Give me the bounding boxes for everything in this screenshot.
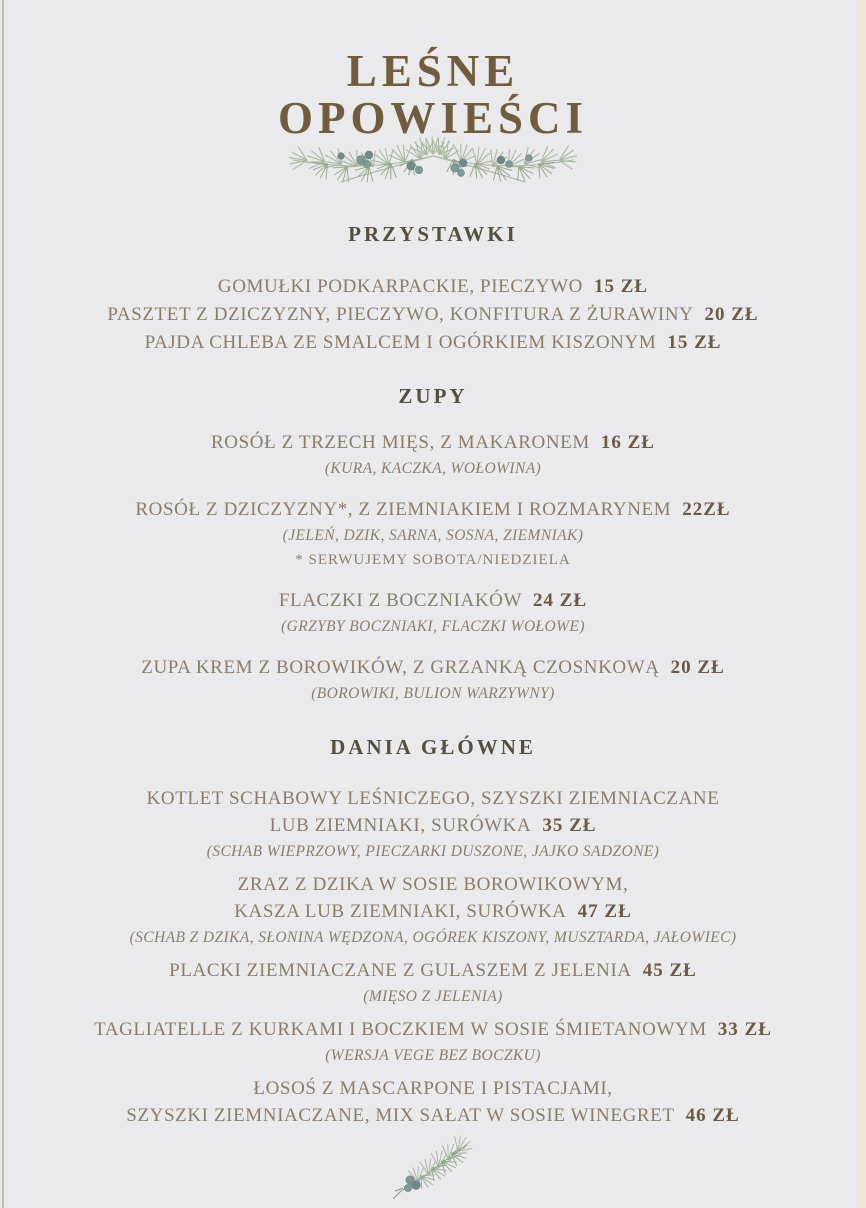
dish-price: 20 ZŁ (670, 657, 725, 678)
dish-price: 47 ZŁ (577, 901, 632, 922)
juniper-berries (338, 151, 533, 176)
dish-name: FLACZKI Z BOCZNIAKÓW (278, 590, 523, 611)
menu-item (0, 429, 866, 481)
zupy-items (0, 429, 866, 706)
page-left-edge (2, 0, 4, 1208)
dish-name: ZRAZ Z DZIKA W SOSIE BOROWIKOWYM, (237, 874, 629, 895)
dish-name-line2: LUB ZIEMNIAKI, SURÓWKA (269, 815, 532, 836)
dish-ingredients: (MIĘSO Z JELENIA) (363, 988, 503, 1005)
dish-name: PASZTET Z DZICZYZNY, PIECZYWO, KONFITURA Z ŻURAWINY (107, 304, 694, 325)
dish-price: 33 ZŁ (717, 1019, 772, 1040)
dish-price: 16 ZŁ (600, 432, 655, 453)
dish-name: PAJDA CHLEBA ZE SMALCEM I OGÓRKIEM KISZONYM (144, 332, 657, 353)
menu-item (0, 273, 866, 301)
menu-item (0, 587, 866, 639)
dish-ingredients: (KURA, KACZKA, WOŁOWINA) (324, 460, 542, 477)
dish-ingredients: (WERSJA VEGE BEZ BOCZKU) (325, 1047, 541, 1064)
dish-name: ZUPA KREM Z BOROWIKÓW, Z GRZANKĄ CZOSNKOWĄ (141, 657, 660, 678)
dish-price: 15 ZŁ (594, 276, 649, 297)
dish-name-line2: KASZA LUB ZIEMNIAKI, SURÓWKA (234, 901, 567, 922)
dish-price: 45 ZŁ (642, 960, 697, 981)
restaurant-title (0, 48, 866, 142)
menu-item (0, 785, 866, 864)
menu-header (0, 0, 866, 198)
menu-item (0, 957, 866, 1009)
dish-name: GOMUŁKI PODKARPACKIE, PIECZYWO (217, 276, 583, 297)
menu-item (0, 329, 866, 357)
section-dania-glowne (0, 735, 866, 1129)
section-heading-przystawki: PRZYSTAWKI (348, 222, 518, 246)
dish-ingredients: (GRZYBY BOCZNIAKI, FLACZKI WOŁOWE) (281, 618, 585, 635)
page-right-edge (860, 0, 866, 1208)
menu-item (0, 654, 866, 706)
dish-ingredients: (SCHAB Z DZIKA, SŁONINA WĘDZONA, OGÓREK KISZONY, MUSZTARDA, JAŁOWIEC) (129, 929, 737, 946)
pine-sprig-icon (385, 1133, 481, 1201)
menu-item (0, 301, 866, 329)
dish-ingredients: (BOROWIKI, BULION WARZYWNY) (311, 685, 555, 702)
dish-name: TAGLIATELLE Z KURKAMI I BOCZKIEM W SOSIE ŚMIETANOWYM (94, 1019, 707, 1040)
section-heading-zupy: ZUPY (398, 384, 468, 408)
dish-price: 15 ZŁ (667, 332, 722, 353)
title-line-2: OPOWIEŚCI (277, 93, 589, 143)
dish-ingredients: (SCHAB WIEPRZOWY, PIECZARKI DUSZONE, JAJKO SADZONE) (206, 843, 660, 860)
dish-name: PLACKI ZIEMNIACZANE Z GULASZEM Z JELENIA (169, 960, 632, 981)
dish-name: ROSÓŁ Z DZICZYZNY*, Z ZIEMNIAKIEM I ROZMARYNEM (135, 499, 672, 520)
dish-name: ŁOSOŚ Z MASCARPONE I PISTACJAMI, (253, 1078, 613, 1099)
section-zupy (0, 384, 866, 706)
dish-price: 22ZŁ (682, 499, 731, 520)
menu-item (0, 1075, 866, 1129)
dish-ingredients: (JELEŃ, DZIK, SARNA, SOSNA, ZIEMNIAK) (282, 527, 584, 544)
dish-name-line2: SZYSZKI ZIEMNIACZANE, MIX SAŁAT W SOSIE WINEGRET (126, 1105, 675, 1126)
dish-price: 35 ZŁ (542, 815, 597, 836)
dania-items (0, 785, 866, 1129)
dish-name: ROSÓŁ Z TRZECH MIĘS, Z MAKARONEM (211, 432, 590, 453)
dish-price: 24 ZŁ (533, 590, 588, 611)
dish-price: 46 ZŁ (685, 1105, 740, 1126)
menu-item (0, 1016, 866, 1068)
section-przystawki (0, 222, 866, 357)
menu-item (0, 871, 866, 950)
title-line-1: LEŚNE (346, 46, 520, 96)
dish-price: 20 ZŁ (704, 304, 759, 325)
dish-note: * SERWUJEMY SOBOTA/NIEDZIELA (295, 552, 571, 568)
przystawki-items (0, 273, 866, 357)
menu-item (0, 496, 866, 572)
section-heading-dania-glowne: DANIA GŁÓWNE (330, 735, 536, 759)
dish-name: KOTLET SCHABOWY LEŚNICZEGO, SZYSZKI ZIEMNIACZANE (146, 788, 720, 809)
